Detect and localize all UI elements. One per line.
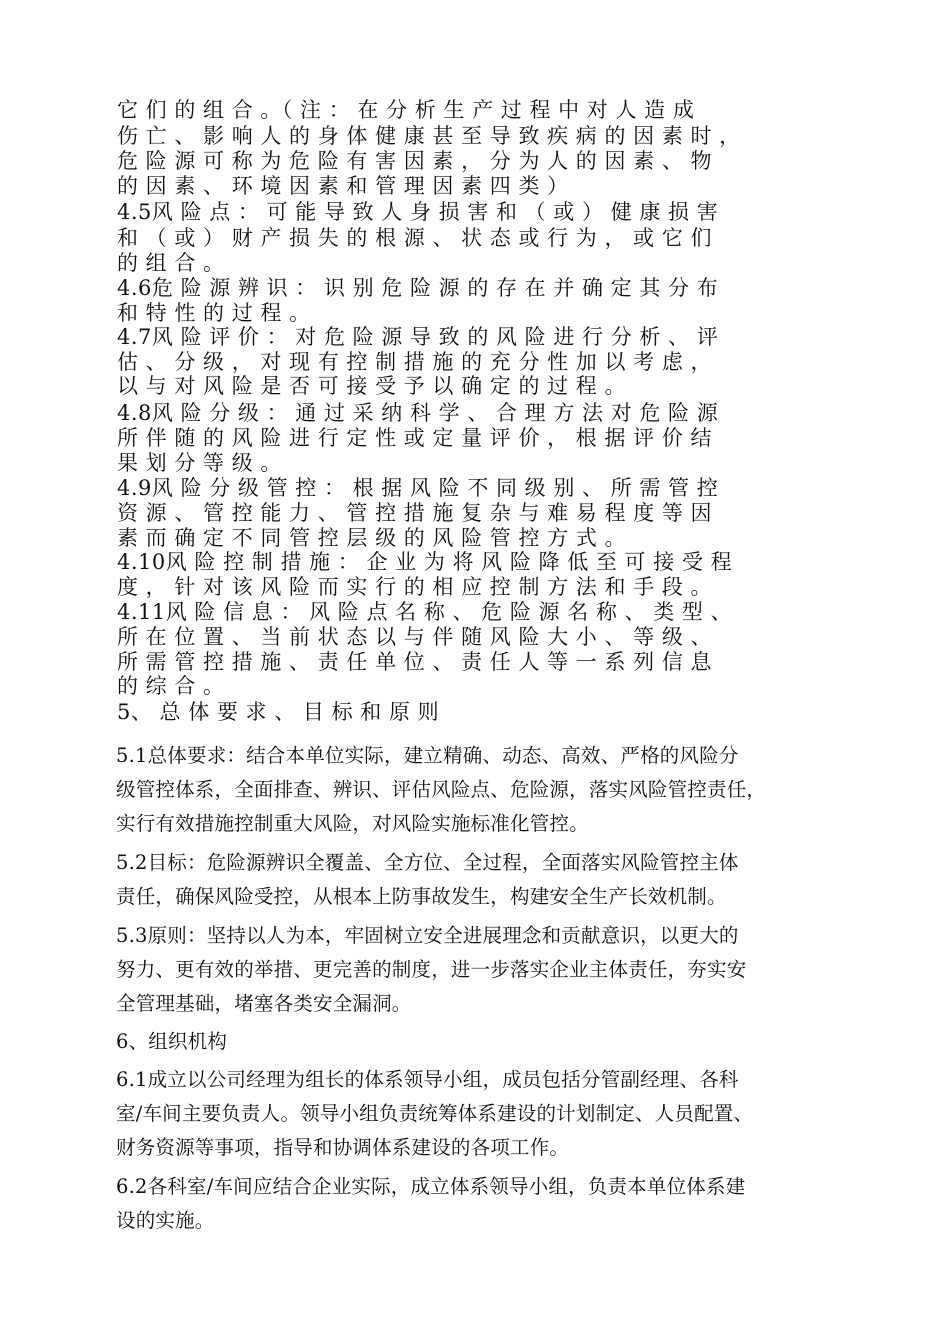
text-line: 资 源 、 管 控 能 力 、 管 控 措 施 复 杂 与 难 易 程 度 等 因 <box>117 501 713 525</box>
text-line: 4.7风 险 评 价 ： 对 危 险 源 导 致 的 风 险 进 行 分 析 、 评 <box>117 325 719 349</box>
text-line: 4.9风 险 分 级 管 控 ： 根 据 风 险 不 同 级 别 、 所 需 管 控 <box>117 476 719 500</box>
text-line: 和 特 性 的 过 程 。 <box>117 301 311 325</box>
text-line: 和 （ 或 ） 财 产 损 失 的 根 源 、 状 态 或 行 为 ， 或 它 们 <box>117 226 713 250</box>
text-line: 度 ， 针 对 该 风 险 而 实 行 的 相 应 控 制 方 法 和 手 段 。 <box>117 575 713 599</box>
text-line: 所 需 管 控 措 施 、 责 任 单 位 、 责 任 人 等 一 系 列 信 息 <box>117 650 713 674</box>
text-line: 4.11风 险 信 息 ： 风 险 点 名 称 、 危 险 源 名 称 、 类 型 、 <box>117 600 733 624</box>
text-line: 级管控体系，全面排查、辨识、评估风险点、危险源，落实风险管控责任， <box>116 778 767 801</box>
text-line: 危 险 源 可 称 为 危 险 有 害 因 素 ， 分 为 人 的 因 素 、 物 <box>117 149 713 173</box>
text-line: 4.6危 险 源 辨 识 ： 识 别 危 险 源 的 存 在 并 确 定 其 分 布 <box>117 276 719 300</box>
text-line: 伤 亡 、 影 响 人 的 身 体 健 康 甚 至 导 致 疾 病 的 因 素 时 ， <box>117 124 741 148</box>
text-line: 素 而 确 定 不 同 管 控 层 级 的 风 险 管 控 方 式 。 <box>117 526 626 550</box>
text-line: 努力、更有效的举措、更完善的制度，进一步落实企业主体责任，夯实安 <box>116 958 747 981</box>
text-line: 4.10风 险 控 制 措 施 ： 企 业 为 将 风 险 降 低 至 可 接 受 程 <box>117 550 733 574</box>
text-line: 5.2目标：危险源辨识全覆盖、全方位、全过程，全面落实风险管控主体 <box>116 851 739 874</box>
text-line: 果 划 分 等 级 。 <box>117 451 282 475</box>
text-line: 的 因 素 、 环 境 因 素 和 管 理 因 素 四 类 ） <box>117 174 569 198</box>
text-line: 6.1成立以公司经理为组长的体系领导小组，成员包括分管副经理、各科 <box>116 1068 739 1091</box>
text-line: 全管理基础，堵塞各类安全漏洞。 <box>116 992 412 1015</box>
text-line: 以 与 对 风 险 是 否 可 接 受 予 以 确 定 的 过 程 。 <box>117 374 626 398</box>
text-line: 5.3原则：坚持以人为本，牢固树立安全进展理念和贡献意识，以更大的 <box>116 924 739 947</box>
section-heading: 5、 总 体 要 求 、 目 标 和 原 则 <box>117 700 440 724</box>
text-line: 所 在 位 置 、 当 前 状 态 以 与 伴 随 风 险 大 小 、 等 级 、 <box>117 625 713 649</box>
text-line: 所 伴 随 的 风 险 进 行 定 性 或 定 量 评 价 ， 根 据 评 价 结 <box>117 426 713 450</box>
text-line: 6.2各科室/车间应结合企业实际，成立体系领导小组，负责本单位体系建 <box>116 1175 746 1198</box>
text-line: 室/车间主要负责人。领导小组负责统筹体系建设的计划制定、人员配置、 <box>116 1102 754 1125</box>
text-line: 估 、 分 级 ， 对 现 有 控 制 措 施 的 充 分 性 加 以 考 虑 ， <box>117 350 713 374</box>
text-line: 责任，确保风险受控，从根本上防事故发生，构建安全生产长效机制。 <box>116 885 727 908</box>
text-line: 设的实施。 <box>116 1209 215 1232</box>
text-line: 它 们 的 组 合 。（ 注 ： 在 分 析 生 产 过 程 中 对 人 造 成 <box>117 98 695 122</box>
text-line: 的 组 合 。 <box>117 251 225 275</box>
text-line: 实行有效措施控制重大风险，对风险实施标准化管控。 <box>116 812 589 835</box>
text-line: 4.5风 险 点 ： 可 能 导 致 人 身 损 害 和 （ 或 ） 健 康 损 害 <box>117 200 719 224</box>
section-heading: 6、组织机构 <box>116 1030 228 1053</box>
text-line: 财务资源等事项，指导和协调体系建设的各项工作。 <box>116 1136 570 1159</box>
text-line: 的 综 合 。 <box>117 674 225 698</box>
text-line: 5.1总体要求：结合本单位实际，建立精确、动态、高效、严格的风险分 <box>116 744 739 767</box>
text-line: 4.8风 险 分 级 ： 通 过 采 纳 科 学 、 合 理 方 法 对 危 险 源 <box>117 401 719 425</box>
